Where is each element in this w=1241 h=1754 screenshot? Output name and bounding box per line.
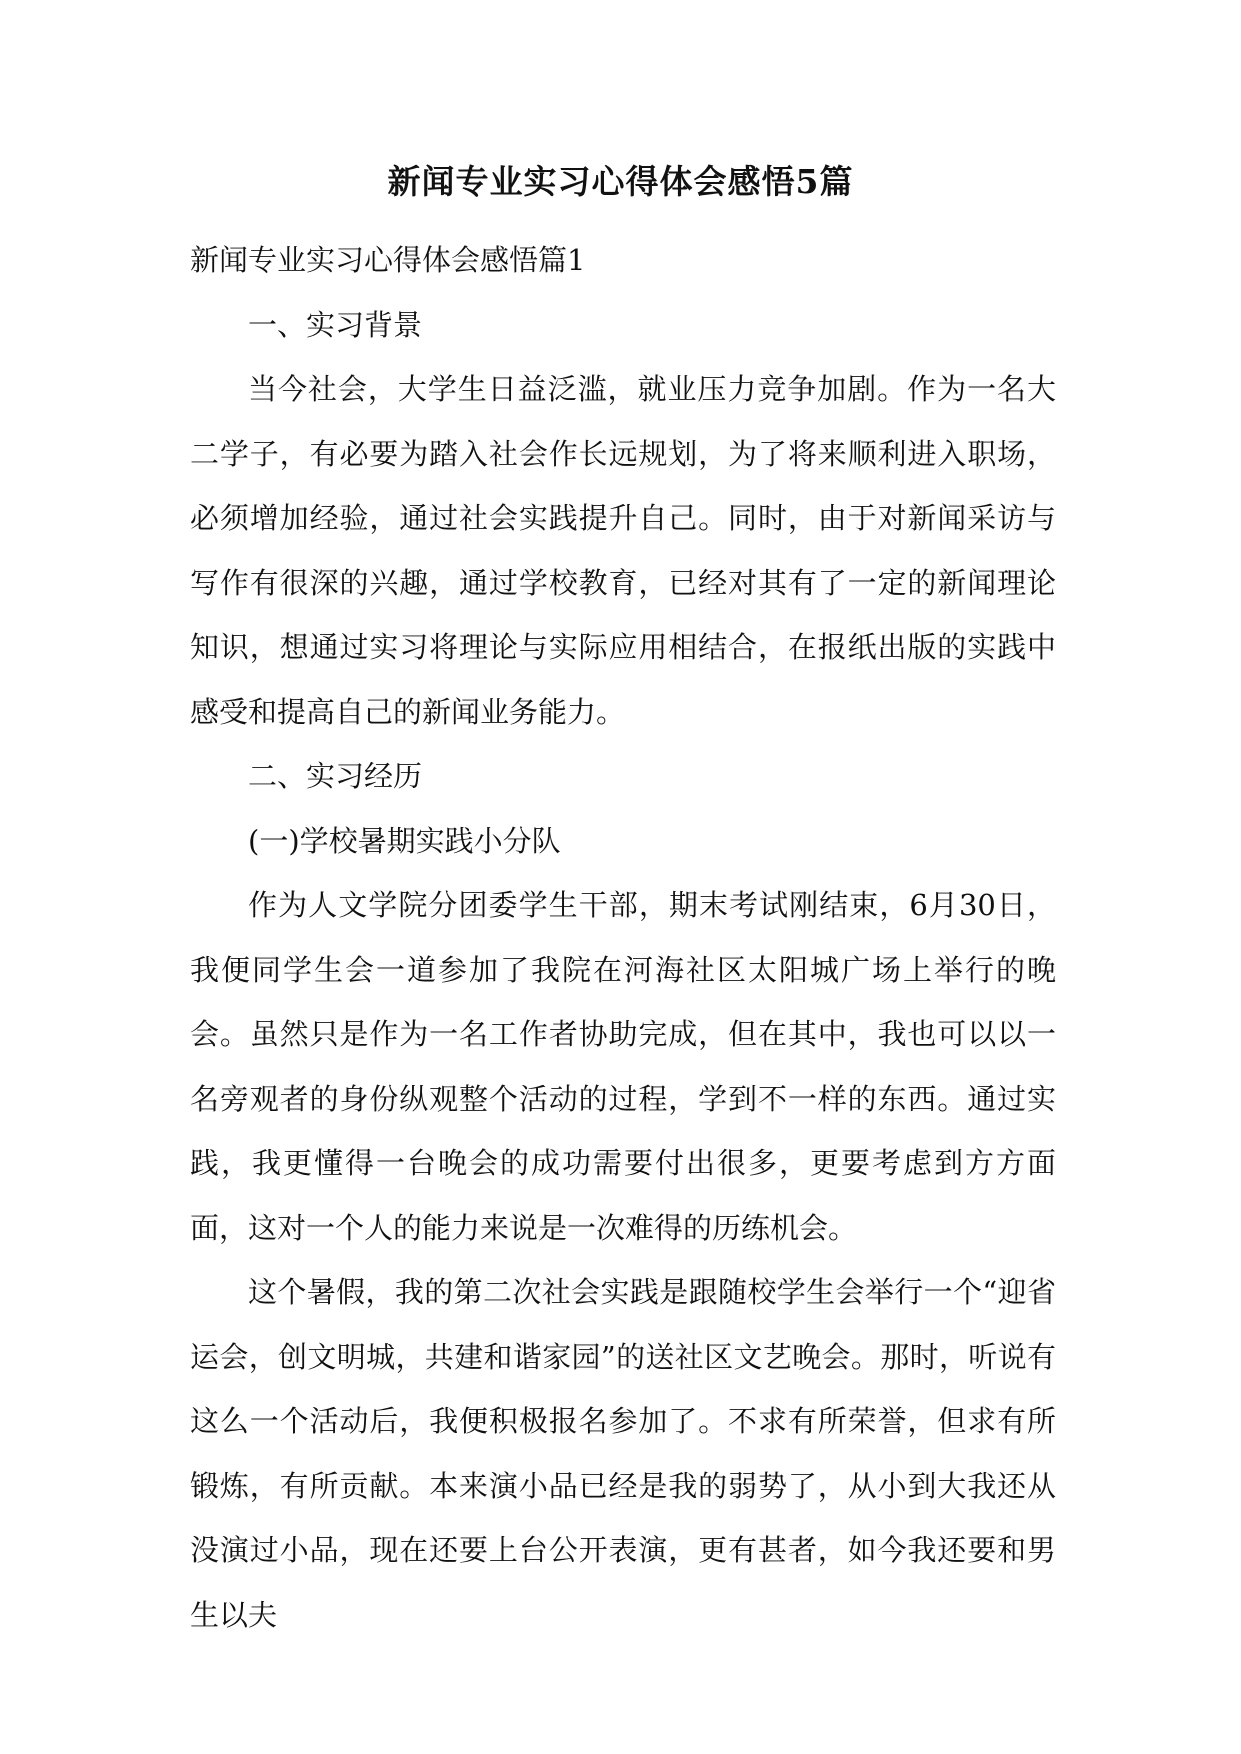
section-heading: 新闻专业实习心得体会感悟篇1	[190, 243, 586, 277]
subsection-heading: 二、实习经历	[248, 759, 423, 793]
document-body	[190, 228, 1056, 1647]
body-paragraph: 作为人文学院分团委学生干部，期末考试刚结束，6月30日，我便同学生会一道参加了我院在河海社区太阳城广场上举行的晚会。虽然只是作为一名工作者协助完成，但在其中，我也可以以一名旁观者的身份纵观整个活动的过程，学到不一样的东西。通过实践，我更懂得一台晚会的成功需要付出很多，更要考虑到方方面面，这对一个人的能力来说是一次难得的历练机会。	[190, 888, 1056, 1245]
body-paragraph: 当今社会，大学生日益泛滥，就业压力竞争加剧。作为一名大二学子，有必要为踏入社会作长远规划，为了将来顺利进入职场，必须增加经验，通过社会实践提升自己。同时，由于对新闻采访与写作有很深的兴趣，通过学校教育，已经对其有了一定的新闻理论知识，想通过实习将理论与实际应用相结合，在报纸出版的实践中感受和提高自己的新闻业务能力。	[190, 372, 1056, 729]
subsection-heading: (一)学校暑期实践小分队	[248, 823, 561, 858]
subsection-heading: 一、实习背景	[248, 307, 423, 342]
body-paragraph: 这个暑假，我的第二次社会实践是跟随校学生会举行一个“迎省运会，创文明城，共建和谐家园”的送社区文艺晚会。那时，听说有这么一个活动后，我便积极报名参加了。不求有所荣誉，但求有所锻炼，有所贡献。本来演小品已经是我的弱势了，从小到大我还从没演过小品，现在还要上台公开表演，更有甚者，如今我还要和男生以夫	[190, 1275, 1056, 1632]
document-title: 新闻专业实习心得体会感悟5篇	[387, 162, 854, 201]
